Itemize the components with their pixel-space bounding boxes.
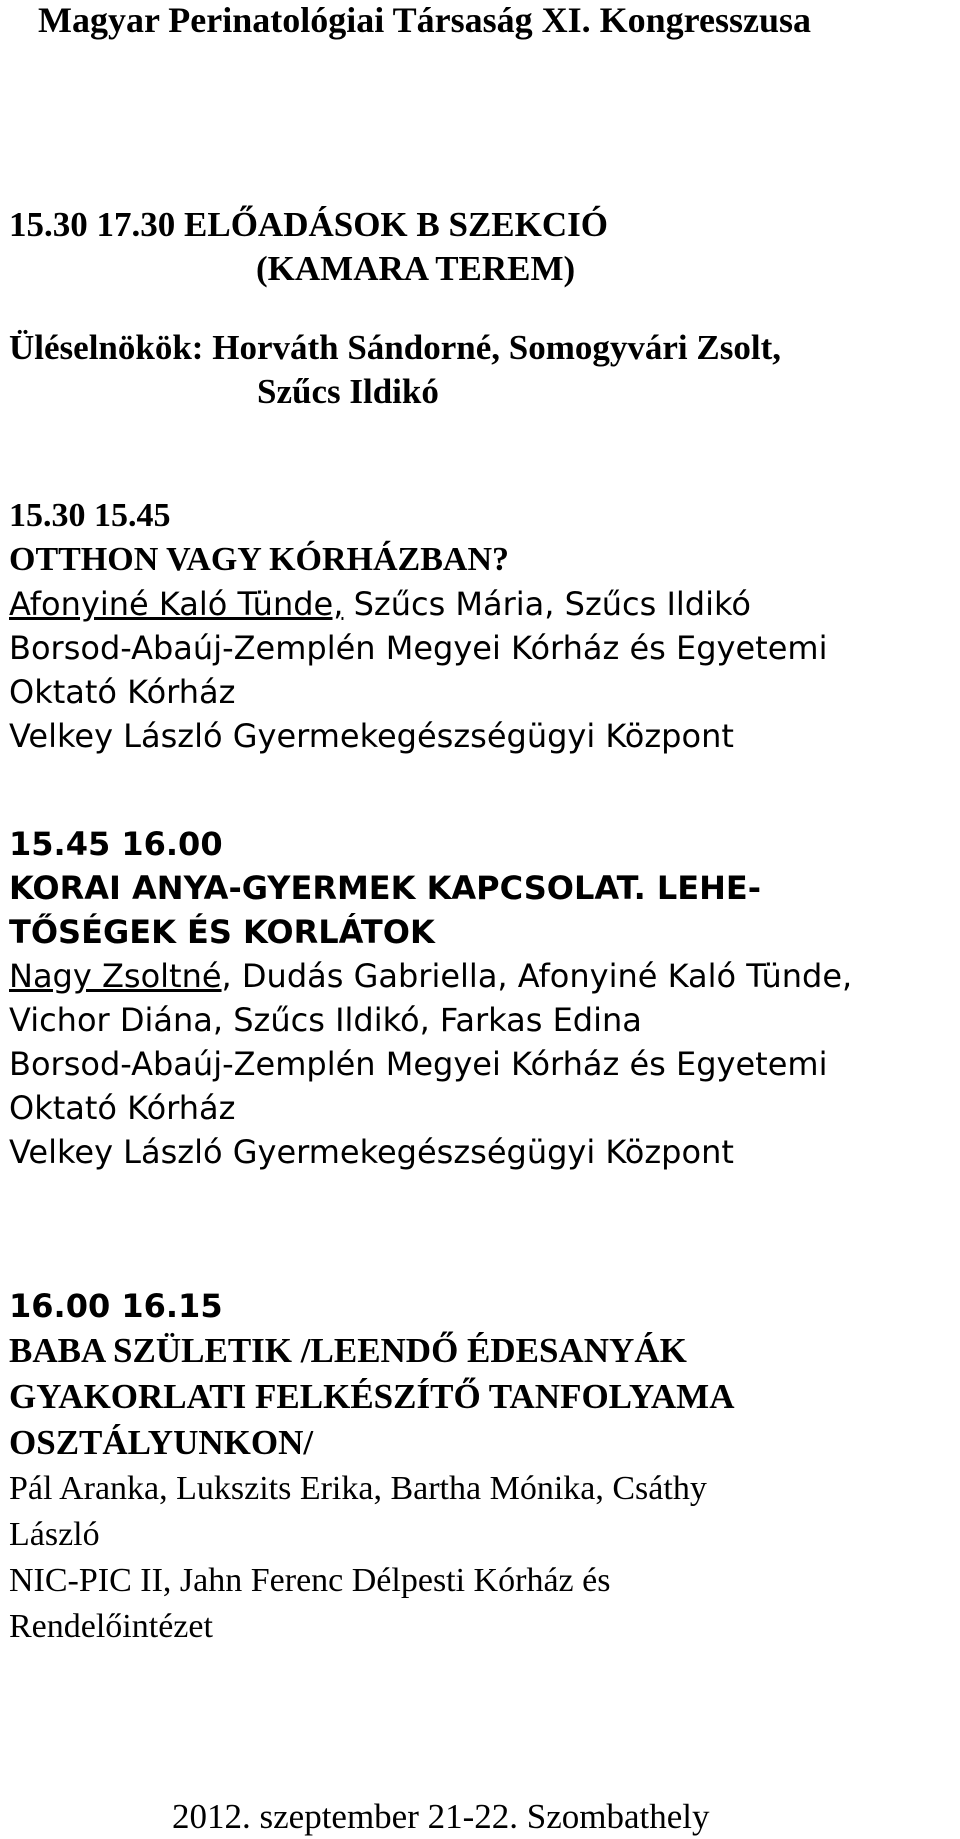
talk-3	[9, 1284, 954, 1650]
affiliation-line: NIC-PIC II, Jahn Ferenc Délpesti Kórház és	[9, 1562, 611, 1599]
affiliation-line: Rendelőintézet	[9, 1608, 213, 1645]
page-header: Magyar Perinatológiai Társaság XI. Kongresszusa	[38, 0, 811, 40]
talk-authors-cont: László	[9, 1516, 100, 1553]
presenter-name: Afonyiné Kaló Tünde,	[9, 585, 344, 623]
talk-title: OTTHON VAGY KÓRHÁZBAN?	[9, 541, 510, 578]
chairs-line-2: Szűcs Ildikó	[257, 372, 439, 411]
chairs-line-1: Üléselnökök: Horváth Sándorné, Somogyvári Zsolt,	[9, 328, 781, 367]
talk-title: KORAI ANYA-GYERMEK KAPCSOLAT. LEHE-	[9, 869, 762, 907]
affiliation-line: Oktató Kórház	[9, 673, 236, 711]
section-heading	[9, 203, 954, 291]
talk-time: 15.30 15.45	[9, 497, 171, 534]
talk-authors	[9, 582, 954, 626]
talk-title: GYAKORLATI FELKÉSZÍTŐ TANFOLYAMA	[9, 1377, 735, 1416]
talk-title: OSZTÁLYUNKON/	[9, 1423, 314, 1462]
page-footer: 2012. szeptember 21-22. Szombathely	[172, 1797, 710, 1836]
talk-title: BABA SZÜLETIK /LEENDŐ ÉDESANYÁK	[9, 1331, 687, 1370]
talk-title: TŐSÉGEK ÉS KORLÁTOK	[9, 913, 435, 951]
talk-authors: Pál Aranka, Lukszits Erika, Bartha Mónika, Csáthy	[9, 1470, 707, 1507]
talk-1	[9, 494, 954, 758]
section-room: (KAMARA TEREM)	[256, 249, 576, 288]
affiliation-line: Borsod-Abaúj-Zemplén Megyei Kórház és Egyetemi	[9, 629, 828, 667]
talk-time: 16.00 16.15	[9, 1287, 223, 1325]
talk-details	[9, 582, 954, 758]
talk-time: 15.45 16.00	[9, 825, 223, 863]
section-time-title: 15.30 17.30 ELŐADÁSOK B SZEKCIÓ	[9, 205, 608, 244]
talk-details	[9, 1466, 954, 1650]
co-authors: Szűcs Mária, Szűcs Ildikó	[343, 585, 751, 623]
affiliation-line: Oktató Kórház	[9, 1089, 236, 1127]
affiliation-line: Velkey László Gyermekegészségügyi Központ	[9, 717, 734, 755]
session-chairs	[9, 326, 954, 414]
affiliation-line: Velkey László Gyermekegészségügyi Központ	[9, 1133, 734, 1171]
talk-authors-cont: Vichor Diána, Szűcs Ildikó, Farkas Edina	[9, 1001, 642, 1039]
talk-title-block	[9, 1328, 954, 1466]
talk-authors	[9, 954, 954, 998]
talk-details	[9, 954, 954, 1174]
talk-2	[9, 822, 954, 1174]
affiliation-line: Borsod-Abaúj-Zemplén Megyei Kórház és Egyetemi	[9, 1045, 828, 1083]
presenter-name: Nagy Zsoltné	[9, 957, 222, 995]
co-authors: , Dudás Gabriella, Afonyiné Kaló Tünde,	[221, 957, 853, 995]
